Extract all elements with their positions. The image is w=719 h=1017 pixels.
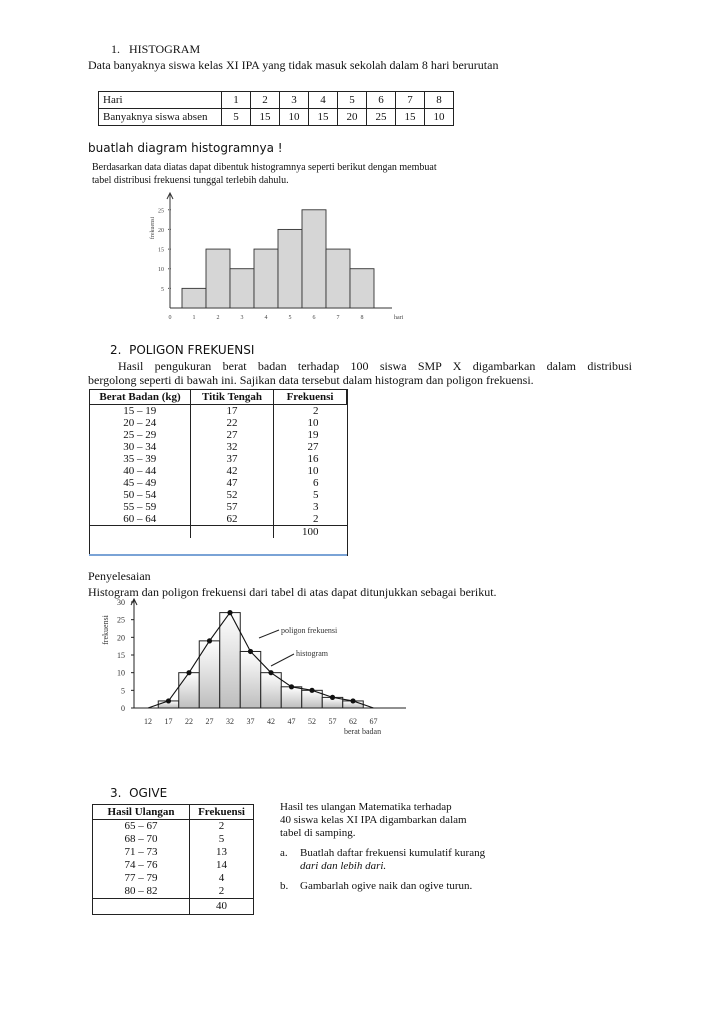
frequency-cell: 16 (307, 453, 319, 465)
frequency-cell: 2 (313, 405, 319, 417)
intro-line: bergolong seperti di bawah ini. Sajikan data tersebut dalam histogram dan poligon frekuensi. (88, 373, 534, 387)
midpoint-cell: 47 (191, 477, 274, 489)
y-tick-label: 5 (121, 686, 125, 696)
desc-line: Hasil tes ulangan Matematika terhadap (280, 801, 452, 813)
annotation-pointer (271, 654, 294, 666)
midpoint-cell: 27 (191, 429, 274, 441)
midpoint-cell: 22 (191, 417, 274, 429)
empty-cell (90, 526, 191, 539)
x-tick-label: 17 (164, 717, 173, 726)
ogive-description (280, 801, 495, 893)
polygon-point (166, 698, 171, 703)
absent-cell: 10 (425, 109, 454, 126)
histogram-bar (326, 249, 350, 308)
section3-number: 3. (110, 786, 122, 800)
table-underline (89, 554, 347, 556)
weight-range-cell: 35 – 39 (90, 453, 191, 465)
x-tick-label: 1 (192, 315, 196, 321)
weight-row (90, 417, 347, 429)
absent-cell: 15 (251, 109, 280, 126)
polygon-point (309, 688, 314, 693)
x-tick-label: 0 (168, 315, 172, 321)
x-tick-label: 22 (185, 717, 193, 726)
x-tick-label: 12 (144, 717, 152, 726)
y-axis-label: frekuensi (101, 615, 110, 645)
frequency-cell: 2 (313, 513, 319, 525)
x-tick-label: 32 (226, 717, 234, 726)
histogram-bar (230, 269, 254, 308)
solution-label: Penyelesaian (88, 569, 151, 583)
day-cell: 6 (367, 92, 396, 109)
ogive-row (93, 846, 254, 859)
weight-range-cell: 40 – 44 (90, 465, 191, 477)
ogive-row (93, 885, 254, 899)
y-tick-label: 15 (158, 247, 164, 254)
weight-header: Frekuensi (274, 390, 347, 405)
polygon-point (227, 610, 232, 615)
x-tick-label: 7 (336, 315, 340, 321)
ogive-total: 40 (190, 899, 254, 915)
absence-table (98, 91, 454, 126)
y-tick-label: 30 (117, 598, 125, 607)
y-tick-label: 10 (117, 668, 125, 678)
score-frequency-cell: 4 (190, 872, 254, 885)
polygon-point (289, 684, 294, 689)
histogram-bar (179, 673, 200, 708)
score-range-cell: 80 – 82 (93, 885, 190, 899)
polygon-point (186, 670, 191, 675)
frequency-cell: 5 (313, 489, 319, 501)
section1-number: 1. (111, 42, 120, 56)
ogive-rows (93, 820, 254, 899)
section1-task: buatlah diagram histogramnya ! (88, 141, 283, 155)
ogive-header: Frekuensi (190, 805, 254, 820)
section1-title: HISTOGRAM (129, 42, 201, 56)
section1-note (92, 161, 437, 187)
frequency-cell: 10 (307, 465, 319, 477)
item-a-line: dari dan lebih dari. (300, 860, 387, 872)
x-tick-label: 6 (312, 315, 316, 321)
weight-row (90, 465, 347, 477)
x-tick-label: 42 (267, 717, 275, 726)
note-line: tabel distribusi frekuensi tunggal terlebih dahulu. (92, 175, 289, 186)
frequency-cell: 19 (307, 429, 319, 441)
score-frequency-cell: 2 (190, 820, 254, 834)
weight-row (90, 513, 347, 526)
ogive-row (93, 833, 254, 846)
section3-heading (110, 786, 167, 800)
x-tick-label: 3 (240, 315, 244, 321)
y-tick-label: 10 (158, 267, 164, 274)
y-axis-label: frekuensi (150, 216, 156, 240)
score-range-cell: 68 – 70 (93, 833, 190, 846)
weight-row (90, 453, 347, 465)
y-tick-label: 20 (158, 227, 164, 234)
polygon-point (248, 649, 253, 654)
score-range-cell: 77 – 79 (93, 872, 190, 885)
weight-range-cell: 45 – 49 (90, 477, 191, 489)
score-frequency-cell: 13 (190, 846, 254, 859)
score-range-cell: 74 – 76 (93, 859, 190, 872)
day-cell: 5 (338, 92, 367, 109)
solution-text: Histogram dan poligon frekuensi dari tabel di atas dapat ditunjukkan sebagai berikut. (88, 585, 497, 599)
empty-cell (93, 899, 190, 915)
weight-range-cell: 15 – 19 (90, 405, 191, 418)
note-line: Berdasarkan data diatas dapat dibentuk histogramnya seperti berikut dengan membuat (92, 162, 437, 173)
item-b-text: Gambarlah ogive naik dan ogive turun. (300, 880, 473, 892)
histogram-bar (182, 288, 206, 308)
x-tick-label: 47 (287, 717, 296, 726)
x-tick-label: 8 (360, 315, 364, 321)
x-axis-label: berat badan (344, 727, 382, 736)
x-axis-label: hari (394, 315, 404, 321)
weight-row (90, 477, 347, 489)
weight-row (90, 501, 347, 513)
histogram-bar (240, 651, 261, 708)
section2-number: 2. (110, 343, 122, 357)
section3-title: OGIVE (129, 786, 168, 800)
weight-row (90, 405, 347, 418)
x-tick-label: 5 (288, 315, 292, 321)
y-tick-label: 5 (161, 286, 164, 293)
weight-range-cell: 55 – 59 (90, 501, 191, 513)
histogram-chart (140, 190, 410, 326)
weight-range-cell: 60 – 64 (90, 513, 191, 526)
section1-heading (111, 42, 200, 57)
midpoint-cell: 57 (191, 501, 274, 513)
ogive-header: Hasil Ulangan (93, 805, 190, 820)
ogive-row (93, 859, 254, 872)
weight-row (90, 441, 347, 453)
item-a-text (300, 847, 485, 873)
ogive-row (93, 820, 254, 834)
weight-row (90, 429, 347, 441)
absent-cell: 10 (280, 109, 309, 126)
section2-intro (88, 359, 632, 387)
weight-range-cell: 20 – 24 (90, 417, 191, 429)
absent-cell: 25 (367, 109, 396, 126)
annotation-label: poligon frekuensi (281, 626, 338, 635)
weight-total: 100 (274, 526, 347, 539)
item-b (280, 880, 495, 893)
x-tick-label: 62 (349, 717, 357, 726)
ogive-header-row (93, 805, 254, 820)
annotation-pointer (259, 630, 279, 638)
weight-rows (90, 405, 347, 526)
ogive-total-row (93, 899, 254, 915)
weight-header: Titik Tengah (191, 390, 274, 405)
weight-range-cell: 25 – 29 (90, 429, 191, 441)
day-cell: 8 (425, 92, 454, 109)
weight-header-row (90, 390, 347, 405)
weight-total-row (90, 526, 347, 539)
y-tick-label: 25 (117, 615, 125, 625)
absent-cell: 15 (396, 109, 425, 126)
weight-table (89, 389, 347, 538)
x-tick-label: 52 (308, 717, 316, 726)
x-tick-label: 4 (264, 315, 268, 321)
day-cell: 2 (251, 92, 280, 109)
item-b-label: b. (280, 880, 289, 892)
y-tick-label: 25 (158, 208, 164, 215)
ogive-row (93, 872, 254, 885)
section1-intro: Data banyaknya siswa kelas XI IPA yang tidak masuk sekolah dalam 8 hari berurutan (88, 58, 499, 72)
absence-values-row (99, 109, 454, 126)
day-cell: 7 (396, 92, 425, 109)
histogram-bar (254, 249, 278, 308)
section2-title: POLIGON FREKUENSI (129, 343, 255, 357)
histogram-bar (199, 641, 220, 708)
midpoint-cell: 37 (191, 453, 274, 465)
midpoint-cell: 32 (191, 441, 274, 453)
histogram-bar (278, 229, 302, 308)
x-tick-label: 37 (246, 717, 255, 726)
absence-header-label: Hari (99, 92, 222, 109)
midpoint-cell: 52 (191, 489, 274, 501)
absence-header-row (99, 92, 454, 109)
y-tick-label: 0 (121, 704, 125, 713)
polygon-point (330, 695, 335, 700)
y-tick-label: 15 (117, 651, 125, 660)
section2-heading (110, 343, 254, 357)
y-tick-label: 20 (117, 633, 125, 643)
day-cell: 1 (222, 92, 251, 109)
score-frequency-cell: 5 (190, 833, 254, 846)
frequency-cell: 3 (313, 501, 319, 513)
histogram-bar (206, 249, 230, 308)
weight-header: Berat Badan (kg) (90, 390, 191, 405)
absent-cell: 20 (338, 109, 367, 126)
frequency-cell: 27 (307, 441, 319, 453)
histogram-bar (281, 687, 302, 708)
score-range-cell: 65 – 67 (93, 820, 190, 834)
item-a (280, 847, 495, 873)
polygon-point (207, 638, 212, 643)
score-frequency-cell: 2 (190, 885, 254, 899)
annotation-label: histogram (296, 649, 328, 658)
polygon-point (350, 698, 355, 703)
absent-cell: 5 (222, 109, 251, 126)
desc-line: tabel di samping. (280, 827, 356, 839)
midpoint-cell: 42 (191, 465, 274, 477)
x-tick-label: 2 (216, 315, 220, 321)
ogive-table (92, 804, 254, 915)
frequency-cell: 10 (307, 417, 319, 429)
day-cell: 4 (309, 92, 338, 109)
weight-range-cell: 50 – 54 (90, 489, 191, 501)
midpoint-cell: 17 (191, 405, 274, 418)
item-a-label: a. (280, 847, 288, 859)
score-range-cell: 71 – 73 (93, 846, 190, 859)
score-frequency-cell: 14 (190, 859, 254, 872)
x-tick-label: 67 (369, 717, 378, 726)
empty-cell (191, 526, 274, 539)
histogram-polygon-chart (96, 596, 416, 742)
polygon-point (268, 670, 273, 675)
intro-line: Hasil pengukuran berat badan terhadap 100 siswa SMP X digambarkan dalam distribusi (118, 359, 632, 373)
day-cell: 3 (280, 92, 309, 109)
x-tick-label: 57 (328, 717, 337, 726)
weight-range-cell: 30 – 34 (90, 441, 191, 453)
histogram-bar (350, 269, 374, 308)
weight-row (90, 489, 347, 501)
item-a-line: Buatlah daftar frekuensi kumulatif kurang (300, 847, 486, 859)
midpoint-cell: 62 (191, 513, 274, 526)
desc-line: 40 siswa kelas XI IPA digambarkan dalam (280, 814, 467, 826)
absence-row-label: Banyaknya siswa absen (99, 109, 222, 126)
x-tick-label: 27 (205, 717, 214, 726)
frequency-cell: 6 (313, 477, 319, 489)
histogram-bar (302, 210, 326, 308)
absent-cell: 15 (309, 109, 338, 126)
